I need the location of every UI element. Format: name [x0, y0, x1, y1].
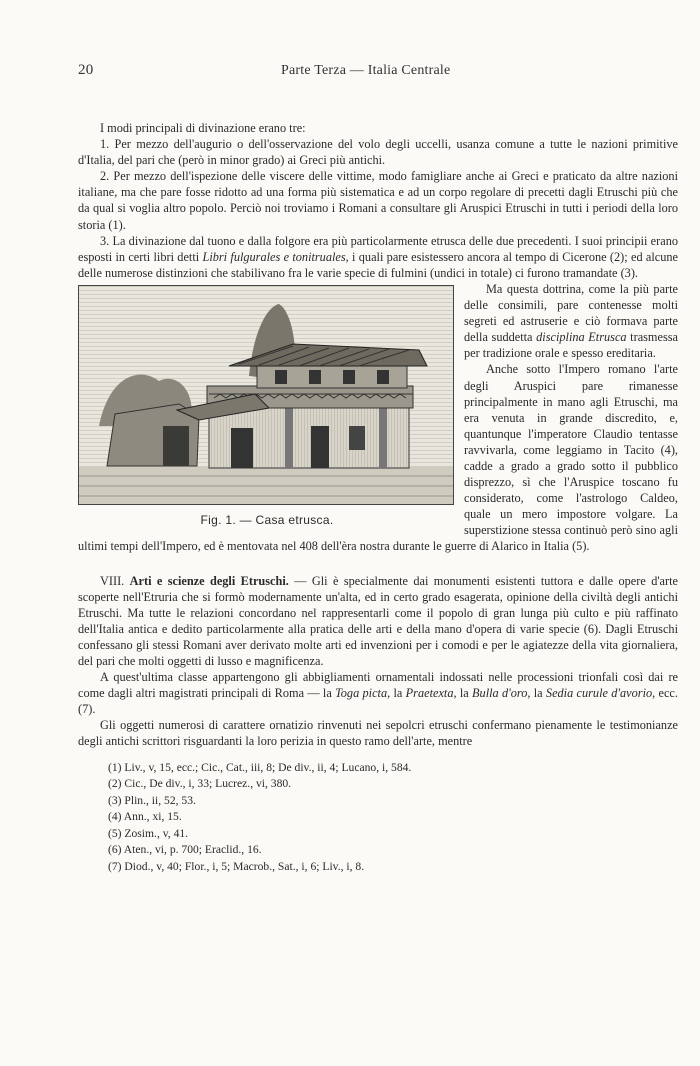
italic-term: disciplina Etrusca: [536, 330, 627, 345]
text-span: , ecc. (7).: [78, 686, 678, 717]
main-text: [78, 120, 678, 555]
page-number: 20: [78, 62, 94, 78]
italic-term: Praetexta: [405, 686, 454, 701]
text-span: Ma questa dottrina, come la più parte delle consimili, pare contenesse molti segreti ed astruserie e ciò formava parte della suddetta: [464, 281, 678, 345]
text-span: trasmessa per tradizione orale e spesso ereditaria.: [464, 330, 678, 361]
section-viii: [78, 573, 678, 750]
document-page: [78, 62, 678, 875]
paragraph: 1. Per mezzo dell'augurio o dell'osservazione del volo degli uccelli, usanza comune a tutte le nazioni primitive d'Italia, del pari che (però in minor grado) ai Greci più antichi.: [78, 137, 678, 168]
paragraph: [78, 233, 678, 281]
italic-term: Toga picta: [335, 686, 388, 701]
paragraph: Gli oggetti numerosi di carattere ornatizio rinvenuti nei sepolcri etruschi confermano pienamente le testimonianze degli antichi scrittori risguardanti la loro perizia in questo ramo dell'arte, mentre: [78, 718, 678, 749]
etruscan-house-illustration: [79, 286, 453, 504]
paragraph: I modi principali di divinazione erano tre:: [100, 121, 306, 135]
figure-image: [78, 285, 454, 505]
section-title: Arti e scienze degli Etruschi.: [129, 573, 289, 588]
footnote: (4) Ann., xi, 15.: [108, 810, 182, 824]
footnote: (3) Plin., ii, 52, 53.: [108, 793, 196, 807]
footnote: (6) Aten., vi, p. 700; Eraclid., 16.: [108, 843, 262, 857]
text-span: A quest'ultima classe appartengono gli abbigliamenti ornamentali indossati nelle processioni trionfali così dai re come dagli altri magistrati principali di Roma — la: [78, 670, 678, 701]
running-head: [78, 62, 678, 79]
section-paragraph: [78, 573, 678, 670]
footnote: (7) Diod., v, 40; Flor., i, 5; Macrob., Sat., i, 6; Liv., i, 8.: [108, 859, 365, 873]
paragraph: [78, 669, 678, 717]
italic-term: Sedia curule d'avorio: [545, 686, 653, 701]
footnotes: [78, 760, 678, 876]
paragraph: 2. Per mezzo dell'ispezione delle viscere delle vittime, modo famigliare anche ai Greci e praticato da altre nazioni italiane, ma che pare fosse ridotto ad una forma più sistematica e ad un corpo regolare di precetti dagli Etruschi più che da qual si voglia altro popolo. Perciò noi troviamo i Romani a consultare gli Aruspici Etruschi in tutti i periodi della loro storia (1).: [78, 169, 678, 232]
figure-caption: Fig. 1. — Casa etrusca.: [200, 512, 334, 527]
paragraph: Anche sotto l'Impero romano l'arte degli Aruspici pare rimanesse principalmente in mano agli Etruschi, ma era venuta in grande discredito, e, quantunque l'imperatore Claudio tentasse ravvivarla, come leggiamo in Tacito (4), cadde a grado a grado sotto il pubblico disprezzo, sì che l'Aruspice toscano fu considerato, come l'astrologo Caldeo, quale un mero impostore volgare. La superstizione stessa continuò però sino agli ultimi tempi dell'Impero, ed è mentovata nel 408 dell'èra nostra durante le guerre di Alarico in Italia (5).: [78, 362, 678, 554]
text-span: , la: [387, 686, 406, 701]
text-span: , la: [453, 686, 473, 701]
italic-term: Bulla d'oro: [472, 686, 528, 701]
footnote: (5) Zosim., v, 41.: [108, 826, 189, 840]
text-span: — Gli è specialmente dai monumenti esistenti tuttora e dalle opere d'arte scoperte nell'Etruria che si formò modernamente un'alta, ed in certo grado esagerata, opinione della civiltà degli antichi Etruschi. Ma tutte le relazioni concordano nel rappresentarli come il popolo di gran lunga più culto e più raffinato dell'Italia antica e dedito particolarmente alla pratica delle arti e della mano d'opera di varie specie (6). Dagli Etruschi confessano gli stessi Romani aver derivato molte arti ed invenzioni per i comodi e per le agiatezze della vita giornaliera, del pari che molti oggetti di lusso e magnificenza.: [78, 573, 678, 668]
footnote: (1) Liv., v, 15, ecc.; Cic., Cat., iii, 8; De div., ii, 4; Lucano, i, 584.: [108, 760, 412, 774]
italic-title: Libri fulgurales e tonitruales: [202, 249, 346, 264]
section-number: VIII.: [100, 573, 125, 588]
text-span: , i quali pare esistessero ancora al tempo di Cicerone (2); ed alcune delle numerose distinzioni che stabilivano fra le varie specie di fulmini (undici in totale) ci furono tramandate (3).: [78, 249, 679, 280]
figure: [78, 285, 456, 528]
footnote: (2) Cic., De div., i, 33; Lucrez., vi, 380.: [108, 777, 292, 791]
running-title: Parte Terza — Italia Centrale: [281, 63, 451, 78]
text-span: , la: [527, 686, 546, 701]
text-span: 3. La divinazione dal tuono e dalla folgore era più particolarmente etrusca delle due precedenti. I suoi principii erano esposti in certi libri detti: [78, 233, 678, 264]
